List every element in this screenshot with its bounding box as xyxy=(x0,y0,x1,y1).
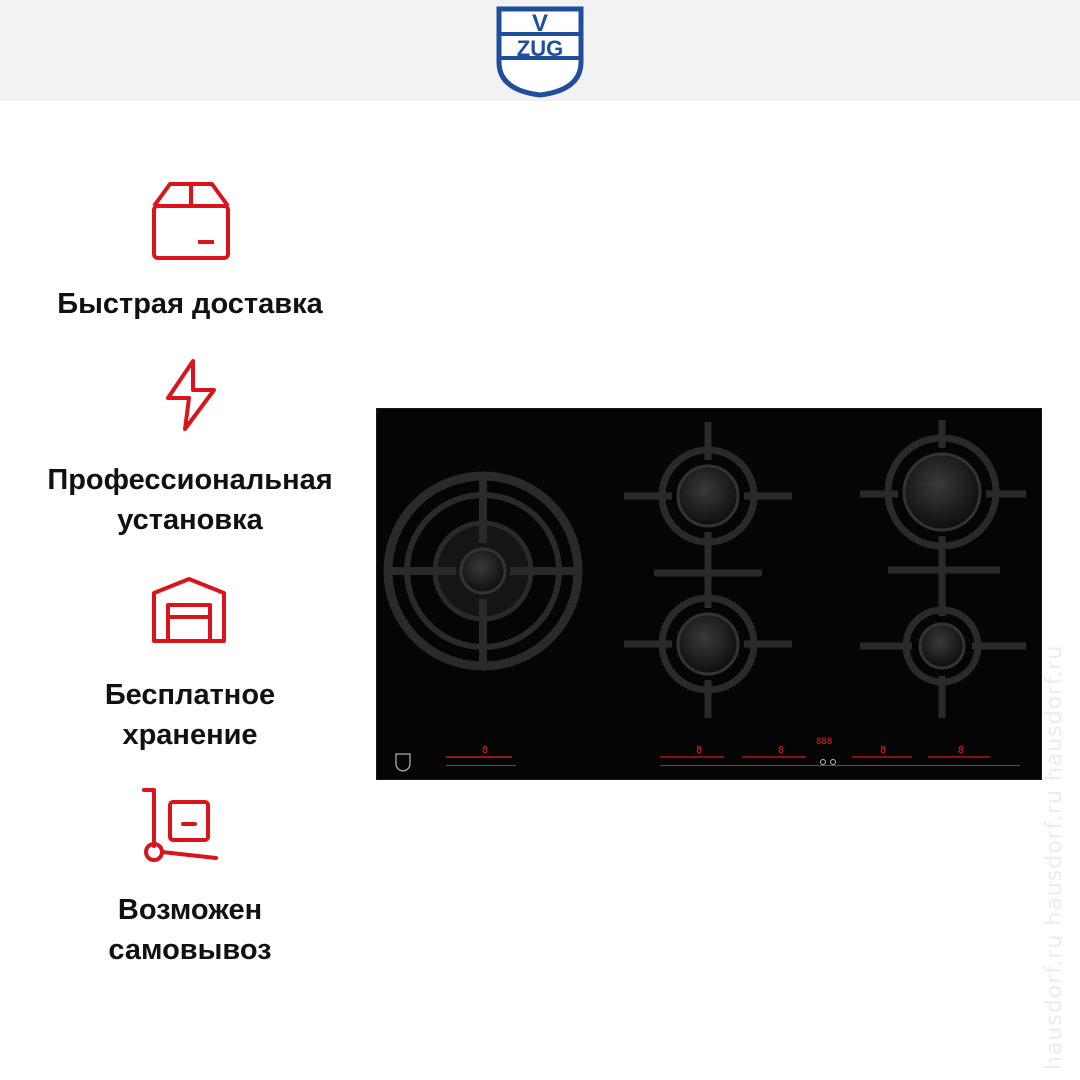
feature-label: Профессиональная установка xyxy=(47,464,333,536)
burner-display: 8 xyxy=(696,745,703,756)
vzug-logo[interactable] xyxy=(495,6,585,98)
wok-burner xyxy=(388,476,581,666)
feature-label: Быстрая доставка xyxy=(57,288,323,320)
cooktop-image xyxy=(376,408,1042,780)
burner-display: 8 xyxy=(958,745,965,756)
feature-installation xyxy=(0,460,380,540)
box-icon xyxy=(150,180,232,262)
burner-display: 8 xyxy=(880,745,887,756)
cart-icon xyxy=(140,786,220,864)
feature-label: Бесплатное хранение xyxy=(104,679,276,751)
burner-display: 8 xyxy=(778,745,785,756)
watermark xyxy=(1040,290,1074,1070)
feature-storage xyxy=(0,675,380,755)
warehouse-icon xyxy=(150,575,228,645)
header-bar xyxy=(0,0,1080,101)
timer-display: 888 xyxy=(816,737,833,747)
watermark-text: hausdorf.ru hausdorf.ru hausdorf.ru xyxy=(1042,644,1067,1070)
feature-pickup xyxy=(0,890,380,970)
logo-text-bottom: ZUG xyxy=(516,36,564,61)
logo-text-top: V xyxy=(531,10,549,37)
burner-display: 8 xyxy=(482,745,489,756)
feature-label: Возможен самовывоз xyxy=(108,894,272,966)
feature-fast-delivery xyxy=(0,284,380,324)
lightning-icon xyxy=(163,358,219,432)
